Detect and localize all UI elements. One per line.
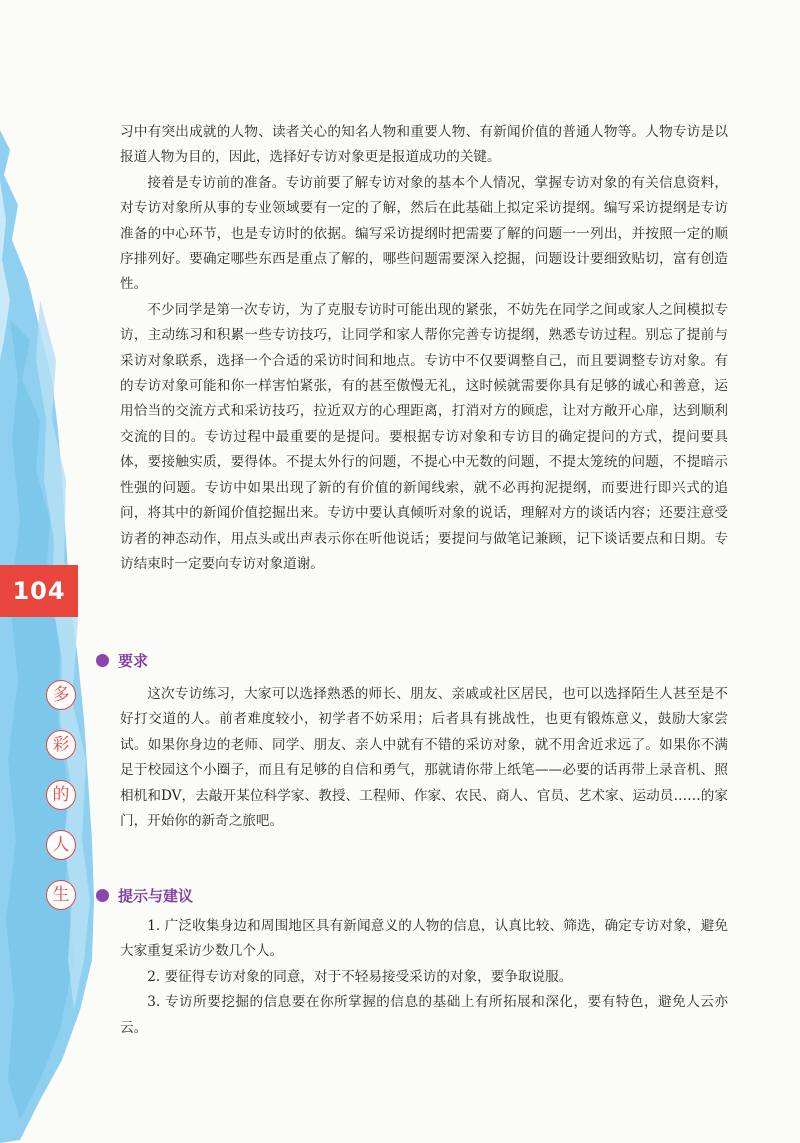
section-title: 提示与建议: [118, 887, 194, 905]
tip-item: 3. 专访所要挖掘的信息要在你所掌握的信息的基础上有所拓展和深化，要有特色，避免人云亦云。: [120, 994, 728, 1036]
section-tips-body: [120, 914, 728, 1041]
theme-char: 彩: [46, 730, 76, 760]
section-requirements-heading: [96, 650, 148, 671]
tip-item: 2. 要征得专访对象的同意，对于不轻易接受采访的对象，要争取说服。: [147, 968, 573, 985]
bullet-icon: [96, 889, 109, 902]
theme-char: 的: [46, 780, 76, 810]
theme-char: 人: [46, 830, 76, 860]
section-tips-heading: [96, 885, 193, 906]
theme-char: 多: [46, 680, 76, 710]
main-body: [120, 120, 728, 577]
tip-item: 1. 广泛收集身边和周围地区具有新闻意义的人物的信息，认真比较、筛选，确定专访对象，避免大家重复采访少数几个人。: [120, 918, 728, 960]
theme-char: 生: [46, 880, 76, 910]
body-paragraph: 不少同学是第一次专访，为了克服专访时可能出现的紧张，不妨先在同学之间或家人之间模拟专访，主动练习和积累一些专访技巧，让同学和家人帮你完善专访提纲，熟悉专访过程。别忘了提前与采访对象联系，选择一个合适的采访时间和地点。专访中不仅要调整自己，而且要调整专访对象。有的专访对象可能和你一样害怕紧张，有的甚至傲慢无礼，这时候就需要你具有足够的诚心和善意，运用恰当的交流方式和采访技巧，拉近双方的心理距离，打消对方的顾虑，让对方敞开心扉，达到顺利交流的目的。专访过程中最重要的是提问。要根据专访对象和专访目的确定提问的方式，提问要具体，要接触实质，要得体。不提太外行的问题，不提心中无数的问题，不提太笼统的问题，不提暗示性强的问题。专访中如果出现了新的有价值的新闻线索，就不必再拘泥提纲，而要进行即兴式的追问，将其中的新闻价值挖掘出来。专访中要认真倾听对象的说话，理解对方的谈话内容；还要注意受访者的神态动作，用点头或出声表示你在听他说话；要提问与做笔记兼顾，记下谈话要点和日期。专访结束时一定要向专访对象道谢。: [120, 301, 728, 572]
body-paragraph: 习中有突出成就的人物、读者关心的知名人物和重要人物、有新闻价值的普通人物等。人物专访是以报道人物为目的，因此，选择好专访对象更是报道成功的关键。: [120, 124, 728, 166]
theme-vertical-label: [46, 680, 78, 930]
section-title: 要求: [118, 652, 149, 670]
body-paragraph: 接着是专访前的准备。专访前要了解专访对象的基本个人情况，掌握专访对象的有关信息资料，对专访对象所从事的专业领域要有一定的了解，然后在此基础上拟定采访提纲。编写采访提纲是专访准备的中心环节，也是专访时的依据。编写采访提纲时把需要了解的问题一一列出，并按照一定的顺序排列好。要确定哪些东西是重点了解的，哪些问题需要深入挖掘，问题设计要细致贴切，富有创造性。: [120, 174, 728, 293]
body-paragraph: 这次专访练习，大家可以选择熟悉的师长、朋友、亲戚或社区居民，也可以选择陌生人甚至是不好打交道的人。前者难度较小，初学者不妨采用；后者具有挑战性，也更有锻炼意义，鼓励大家尝试。如果你身边的老师、同学、朋友、亲人中就有不错的采访对象，就不用舍近求远了。如果你不满足于校园这个小圈子，而且有足够的自信和勇气，那就请你带上纸笔——必要的话再带上录音机、照相机和DV，去敲开某位科学家、教授、工程师、作家、农民、商人、官员、艺术家、运动员……的家门，开始你的新奇之旅吧。: [120, 686, 728, 830]
section-requirements-body: [120, 682, 728, 834]
page-number-tab: 104: [0, 565, 78, 617]
bullet-icon: [96, 654, 109, 667]
